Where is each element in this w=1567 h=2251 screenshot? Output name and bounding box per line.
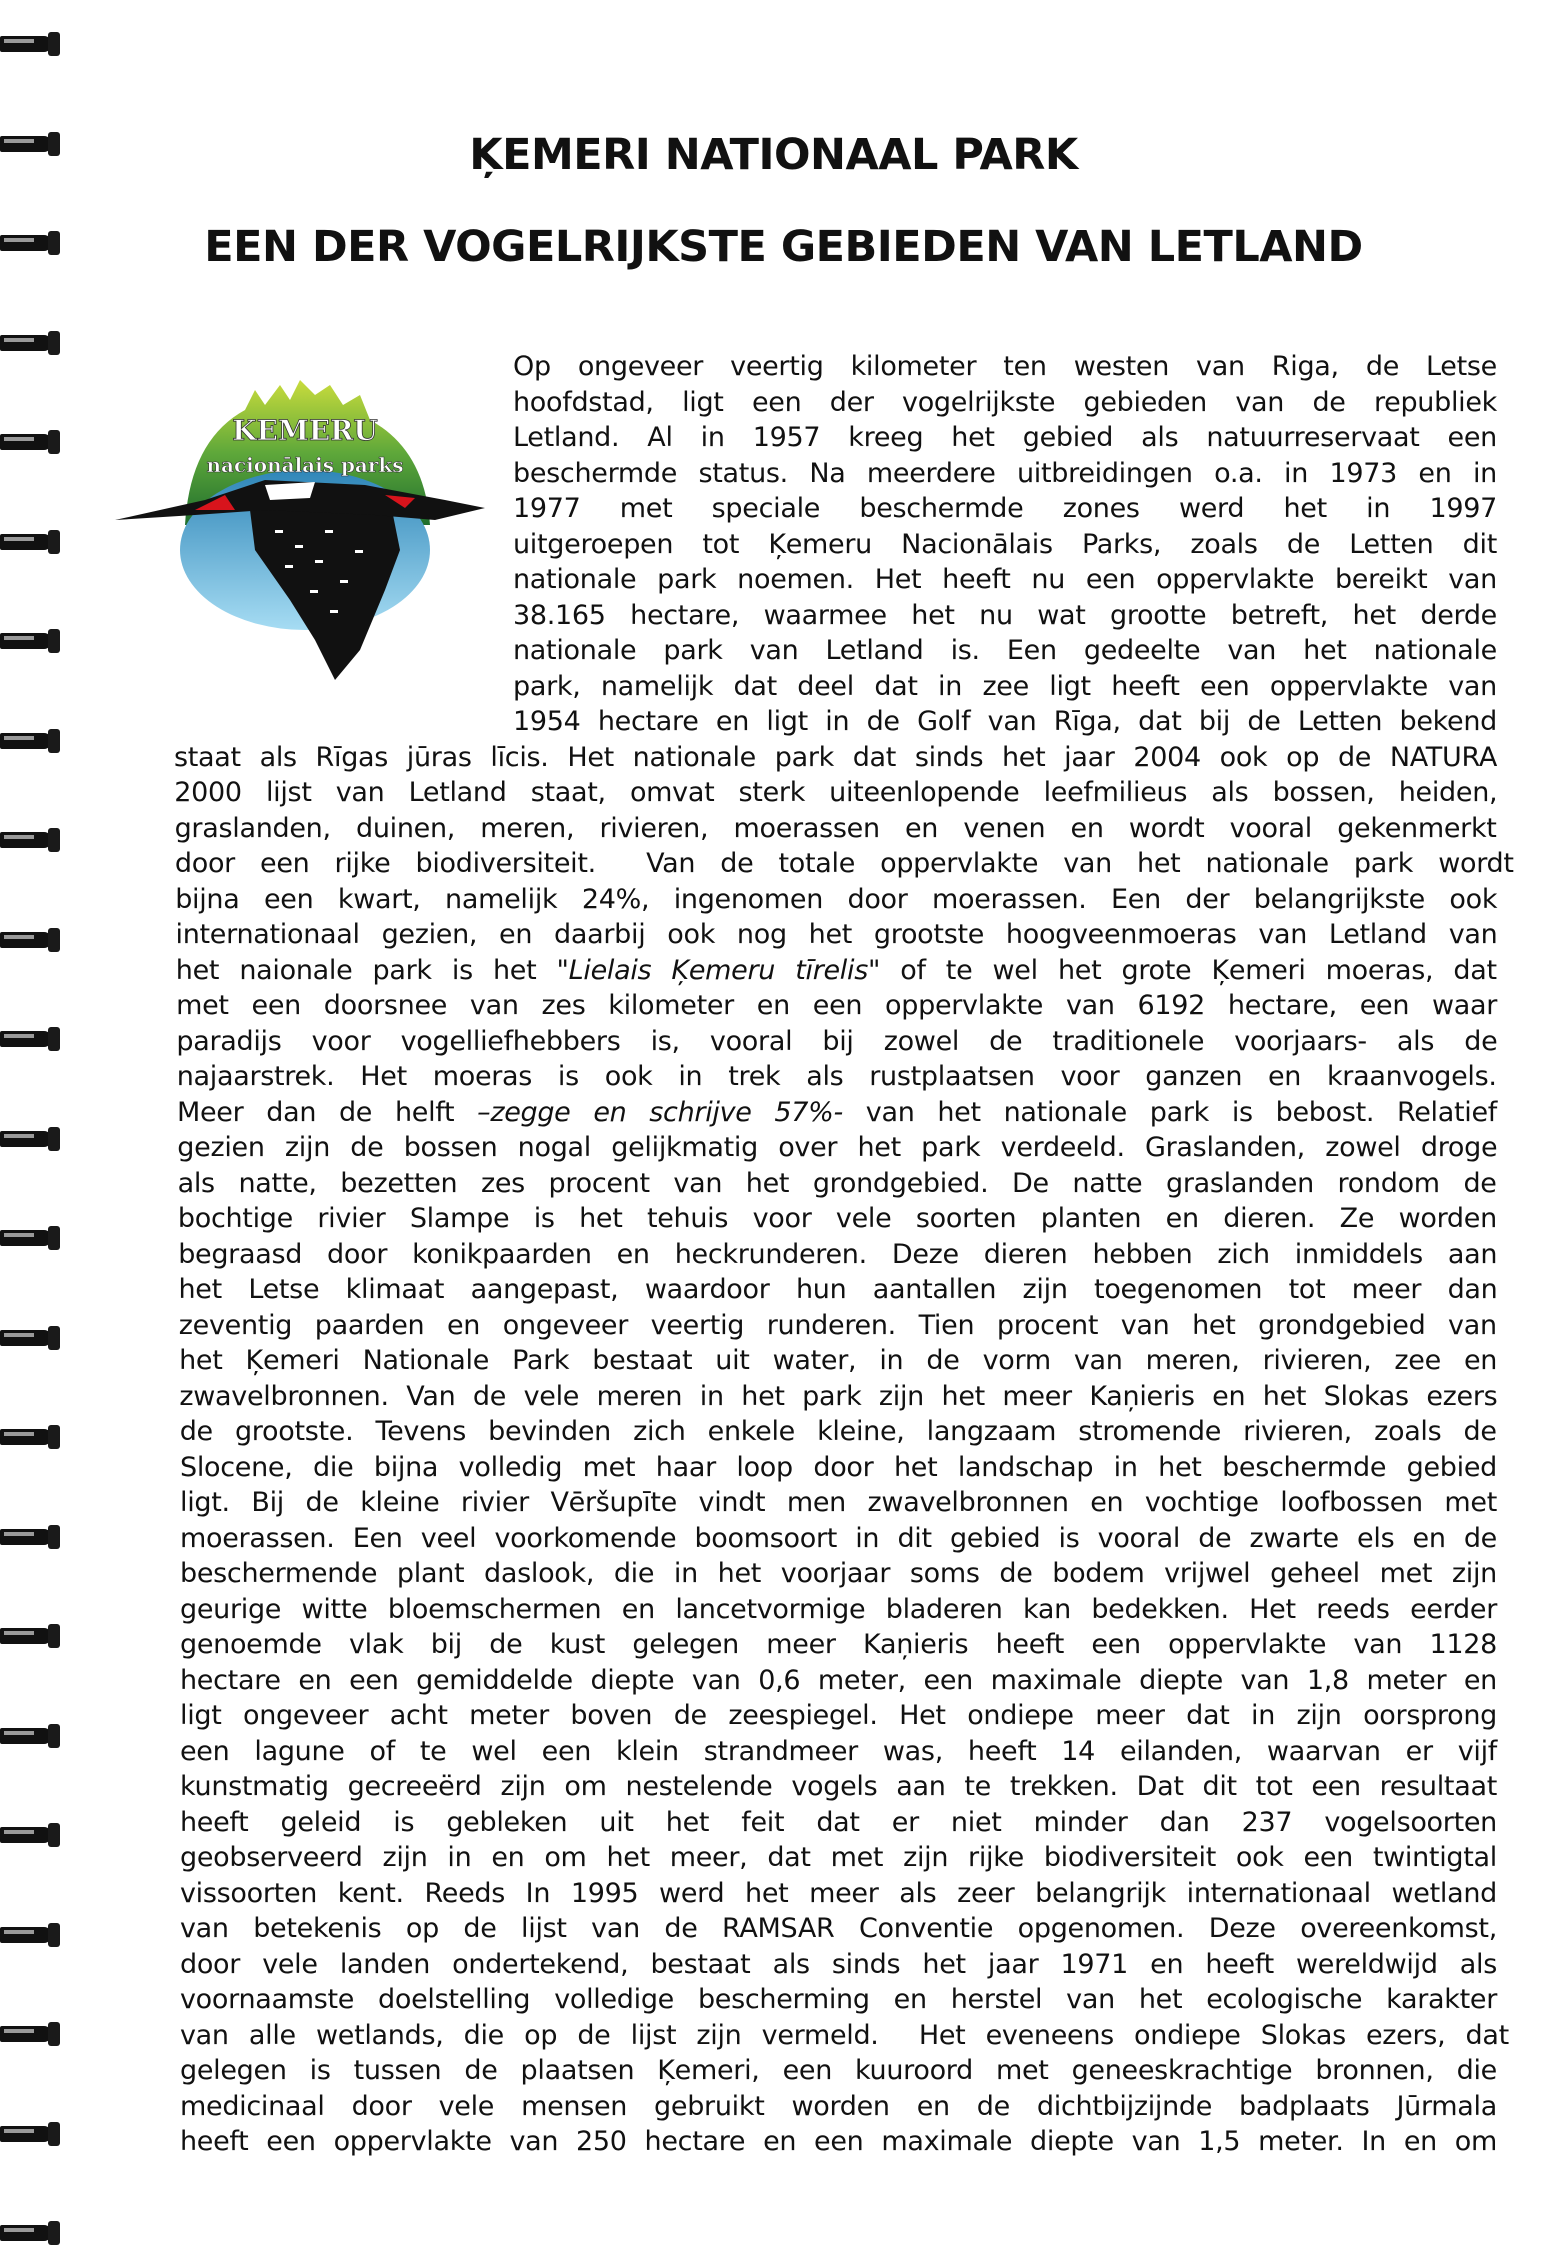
text-line	[174, 776, 1497, 810]
text-segment: internationaal gezien, en daarbij ook nog het grootste hoogveenmoeras van Letland van	[175, 919, 1498, 950]
text-segment: staat als Rīgas jūras līcis. Het nationale park dat sinds het jaar 2004 ook op de NATURA	[174, 741, 1497, 773]
text-segment: heeft een oppervlakte van 250 hectare en een maximale diepte van 1,5 meter. In en om	[180, 2126, 1497, 2157]
text-segment: de grootste. Tevens bevinden zich enkele kleine, langzaam stromende rivieren, zoals de	[179, 1416, 1497, 1447]
text-segment: paradijs voor vogelliefhebbers is, vooral bij zowel de traditionele voorjaars- als de	[176, 1025, 1498, 1057]
text-segment: moerassen. Een veel voorkomende boomsoort in dit gebied is vooral de zwarte els en de	[180, 1522, 1497, 1554]
kemeru-park-logo	[115, 350, 495, 715]
text-segment: genoemde vlak bij de kust gelegen meer Kaņieris heeft een oppervlakte van 1128	[180, 1629, 1497, 1660]
text-line	[175, 883, 1497, 917]
binding-ring	[0, 1222, 62, 1256]
text-segment: voornaamste doelstelling volledige bescherming en herstel van het ecologische karakter	[180, 1984, 1497, 2015]
text-line	[180, 2125, 1497, 2159]
text-segment: medicinaal door vele mensen gebruikt worden en de dichtbijzijnde badplaats Jūrmala	[180, 2090, 1497, 2122]
text-line	[180, 1415, 1497, 1449]
text-segment: 1977 met speciale beschermde zones werd het in 1997	[513, 493, 1497, 524]
text-segment: bochtige rivier Slampe is het tehuis voor vele soorten planten en dieren. Ze worden	[177, 1203, 1497, 1234]
text-segment: nationale park van Letland is. Een gedeelte van het nationale	[513, 635, 1497, 666]
page-title: ĶEMERI NATIONAAL PARK	[469, 130, 1078, 180]
text-line	[180, 1699, 1497, 1733]
text-line	[513, 563, 1497, 597]
text-line	[513, 670, 1497, 704]
text-segment: begraasd door konikpaarden en heckrunderen. Deze dieren hebben zich inmiddels aan	[178, 1238, 1498, 1270]
text-line	[178, 1238, 1497, 1272]
logo-kemeru-text: KEMERU	[232, 414, 378, 447]
binding-ring	[0, 1620, 62, 1654]
binding-ring	[0, 824, 62, 858]
text-line	[180, 1912, 1497, 1946]
binding-ring	[0, 1322, 62, 1356]
text-line	[179, 1380, 1497, 1414]
italic-text: "Lielais Ķemeru tīrelis"	[556, 954, 881, 986]
binding-ring	[0, 1720, 62, 1754]
binding-ring	[0, 1123, 62, 1157]
binding-ring	[0, 1919, 62, 1953]
text-line	[180, 1664, 1497, 1698]
text-segment: ligt. Bij de kleine rivier Vēršupīte vindt men zwavelbronnen en vochtige loofbossen met	[180, 1487, 1497, 1518]
text-line	[176, 1025, 1497, 1059]
binding-ring	[0, 2217, 62, 2251]
text-line	[180, 1522, 1497, 1556]
text-segment: graslanden, duinen, meren, rivieren, moerassen en venen en wordt vooral gekenmerkt	[174, 812, 1497, 844]
text-segment: najaarstrek. Het moeras is ook in trek als rustplaatsen voor ganzen en kraanvogels.	[176, 1061, 1497, 1092]
text-segment: geurige witte bloemschermen en lancetvormige bladeren kan bedekken. Het reeds eerder	[180, 1593, 1497, 1625]
text-segment: heeft geleid is gebleken uit het feit dat er niet minder dan 237 vogelsoorten	[180, 1806, 1497, 1838]
text-line	[174, 847, 1514, 881]
text-line	[180, 1486, 1497, 1520]
text-line	[513, 528, 1497, 562]
text-segment: Letland. Al in 1957 kreeg het gebied als natuurreservaat een	[513, 422, 1497, 453]
text-segment: Op ongeveer veertig kilometer ten westen van Riga, de Letse	[513, 351, 1497, 382]
text-segment: Meer dan de helft	[177, 1096, 478, 1128]
text-line	[178, 1202, 1497, 1236]
binding-ring	[0, 327, 62, 361]
text-line	[180, 1770, 1497, 1804]
binding-ring	[0, 2118, 62, 2152]
text-line	[513, 599, 1497, 633]
text-line	[179, 1309, 1497, 1343]
text-line	[513, 634, 1497, 668]
binding-ring	[0, 426, 62, 460]
text-line	[180, 1841, 1497, 1875]
text-line	[513, 492, 1497, 526]
text-line	[180, 1557, 1497, 1591]
text-line	[178, 1167, 1497, 1201]
text-segment: vissoorten kent. Reeds In 1995 werd het meer als zeer belangrijk internationaal wetland	[180, 1877, 1497, 1909]
text-segment: of te wel het grote Ķemeri moeras, dat	[880, 954, 1497, 986]
text-segment: met een doorsnee van zes kilometer en een oppervlakte van 6192 hectare, een waar	[176, 990, 1498, 1021]
text-line	[177, 1060, 1497, 1094]
text-line	[180, 1877, 1497, 1911]
text-line	[180, 1806, 1497, 1840]
text-segment: door een rijke biodiversiteit. Van de totale oppervlakte van het nationale park wordt	[174, 848, 1514, 879]
text-segment: beschermde status. Na meerdere uitbreidingen o.a. in 1973 en in	[513, 457, 1497, 489]
text-segment: gelegen is tussen de plaatsen Ķemeri, een kuuroord met geneeskrachtige bronnen, die	[180, 2055, 1497, 2086]
logo-parks-text: nacionālais parks	[206, 453, 404, 477]
text-segment: 2000 lijst van Letland staat, omvat sterk uiteenlopende leefmilieus als bossen, heiden,	[174, 777, 1498, 808]
text-line	[179, 1344, 1497, 1378]
text-line	[176, 954, 1497, 988]
binding-ring	[0, 1421, 62, 1455]
text-line	[513, 421, 1497, 455]
text-segment: door vele landen ondertekend, bestaat als sinds het jaar 1971 en heeft wereldwijd als	[180, 1948, 1497, 1980]
text-segment: als natte, bezetten zes procent van het grondgebied. De natte graslanden rondom de	[177, 1167, 1497, 1199]
binding-ring	[0, 725, 62, 759]
text-segment: 1954 hectare en ligt in de Golf van Rīga, dat bij de Letten bekend	[513, 706, 1497, 737]
italic-text: –zegge en schrijve 57%-	[477, 1096, 843, 1128]
binding-ring	[0, 1521, 62, 1555]
text-line	[513, 386, 1497, 420]
text-segment: ligt ongeveer acht meter boven de zeespiegel. Het ondiepe meer dat in zijn oorsprong	[180, 1700, 1497, 1731]
text-line	[179, 1273, 1498, 1307]
text-segment: zwavelbronnen. Van de vele meren in het park zijn het meer Kaņieris en het Slokas ezers	[179, 1380, 1498, 1412]
text-segment: bijna een kwart, namelijk 24%, ingenomen door moerassen. Een der belangrijkste ook	[175, 883, 1498, 915]
binding-ring	[0, 625, 62, 659]
text-line	[180, 2019, 1509, 2053]
text-line	[180, 1628, 1497, 1662]
text-line	[177, 1131, 1497, 1165]
text-segment: gezien zijn de bossen nogal gelijkmatig over het park verdeeld. Graslanden, zowel droge	[177, 1132, 1498, 1163]
text-line	[180, 1735, 1497, 1769]
text-segment: van betekenis op de lijst van de RAMSAR Conventie opgenomen. Deze overeenkomst,	[180, 1913, 1497, 1944]
text-segment: hectare en een gemiddelde diepte van 0,6 meter, een maximale diepte van 1,8 meter en	[180, 1664, 1497, 1696]
text-segment: 38.165 hectare, waarmee het nu wat grootte betreft, het derde	[513, 599, 1497, 631]
text-segment: het naionale park is het	[175, 954, 557, 986]
binding-ring	[0, 924, 62, 958]
text-line	[177, 1096, 1497, 1130]
text-segment: het Ķemeri Nationale Park bestaat uit water, in de vorm van meren, rivieren, zee en	[179, 1345, 1498, 1376]
text-segment: beschermende plant daslook, die in het voorjaar soms de bodem vrijwel geheel met zijn	[180, 1558, 1497, 1589]
text-segment: van het nationale park is bebost. Relatief	[842, 1096, 1497, 1128]
text-segment: van alle wetlands, die op de lijst zijn vermeld. Het eveneens ondiepe Slokas ezers, dat	[180, 2019, 1509, 2051]
text-line	[180, 2090, 1497, 2124]
text-line	[513, 457, 1497, 491]
binding-ring	[0, 526, 62, 560]
page-subtitle: EEN DER VOGELRIJKSTE GEBIEDEN VAN LETLAND	[204, 222, 1363, 272]
text-line	[513, 350, 1497, 384]
binding-ring	[0, 1819, 62, 1853]
text-line	[180, 2054, 1497, 2088]
text-line	[513, 705, 1497, 739]
text-segment: hoofdstad, ligt een der vogelrijkste gebieden van de republiek	[513, 386, 1497, 418]
binding-ring	[0, 28, 62, 62]
binding-ring	[0, 1023, 62, 1057]
text-line	[176, 989, 1497, 1023]
text-line	[176, 918, 1498, 952]
text-segment: zeventig paarden en ongeveer veertig runderen. Tien procent van het grondgebied van	[178, 1309, 1497, 1341]
text-line	[180, 1983, 1497, 2017]
text-line	[174, 741, 1497, 775]
text-segment: een lagune of te wel een klein strandmeer was, heeft 14 eilanden, waarvan er vijf	[180, 1735, 1497, 1767]
text-segment: Slocene, die bijna volledig met haar loop door het landschap in het beschermde gebied	[180, 1451, 1497, 1483]
text-line	[180, 1451, 1497, 1485]
text-segment: uitgeroepen tot Ķemeru Nacionālais Parks, zoals de Letten dit	[513, 528, 1497, 560]
text-line	[180, 1593, 1497, 1627]
text-segment: kunstmatig gecreeërd zijn om nestelende vogels aan te trekken. Dat dit tot een resultaat	[180, 1771, 1497, 1802]
text-segment: geobserveerd zijn in en om het meer, dat met zijn rijke biodiversiteit ook een twintigtal	[180, 1842, 1497, 1873]
binding-ring	[0, 2018, 62, 2052]
text-segment: park, namelijk dat deel dat in zee ligt heeft een oppervlakte van	[513, 670, 1497, 702]
text-segment: nationale park noemen. Het heeft nu een oppervlakte bereikt van	[513, 564, 1497, 595]
text-line	[180, 1948, 1497, 1982]
text-segment: het Letse klimaat aangepast, waardoor hun aantallen zijn toegenomen tot meer dan	[178, 1274, 1498, 1305]
text-line	[175, 812, 1497, 846]
